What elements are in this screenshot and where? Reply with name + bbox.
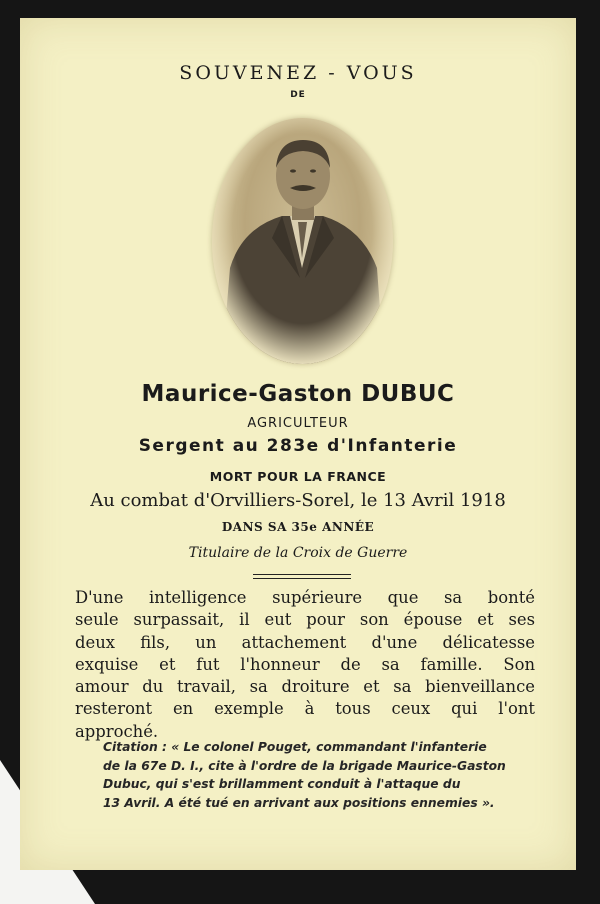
citation-line: Citation : « Le colonel Pouget, commandant l'infanterie	[103, 740, 487, 754]
double-rule-divider	[253, 574, 351, 579]
combat-line: Au combat d'Orvilliers-Sorel, le 13 Avril 1918	[90, 490, 506, 511]
citation-line: de la 67e D. I., cite à l'ordre de la brigade Maurice-Gaston	[103, 758, 506, 773]
portrait-image	[212, 118, 393, 364]
paragraph-line: deux fils, un attachement d'une délicatesse	[75, 632, 535, 652]
memorial-card	[20, 18, 576, 870]
header-title: SOUVENEZ - VOUS	[179, 62, 417, 84]
paragraph-line: amour du travail, sa droiture et sa bienveillance	[75, 677, 535, 697]
decoration-line: Titulaire de la Croix de Guerre	[188, 545, 408, 561]
tribute-paragraph	[75, 587, 535, 743]
portrait-photo	[212, 118, 393, 364]
paragraph-line: seule surpassait, il eut pour son épouse et ses	[75, 610, 535, 630]
citation-block	[103, 738, 548, 812]
citation-line: Dubuc, qui s'est brillamment conduit à l'attaque du	[103, 777, 461, 792]
header-de: DE	[290, 90, 306, 100]
military-rank: Sergent au 283e d'Infanterie	[138, 436, 458, 456]
paragraph-line: resteront en exemple à tous ceux qui l'ont	[75, 699, 535, 719]
paragraph-line: exquise et fut l'honneur de sa famille. Son	[75, 654, 535, 674]
paragraph-line: approché.	[75, 721, 159, 741]
paragraph-line: D'une intelligence supérieure que sa bonté	[75, 588, 535, 607]
occupation: AGRICULTEUR	[247, 416, 349, 431]
deceased-name: Maurice-Gaston DUBUC	[141, 381, 455, 407]
age-line: DANS SA 35e ANNÉE	[221, 520, 375, 534]
mort-pour-la-france: MORT POUR LA FRANCE	[209, 469, 387, 484]
citation-line: 13 Avril. A été tué en arrivant aux positions ennemies ».	[103, 795, 495, 810]
